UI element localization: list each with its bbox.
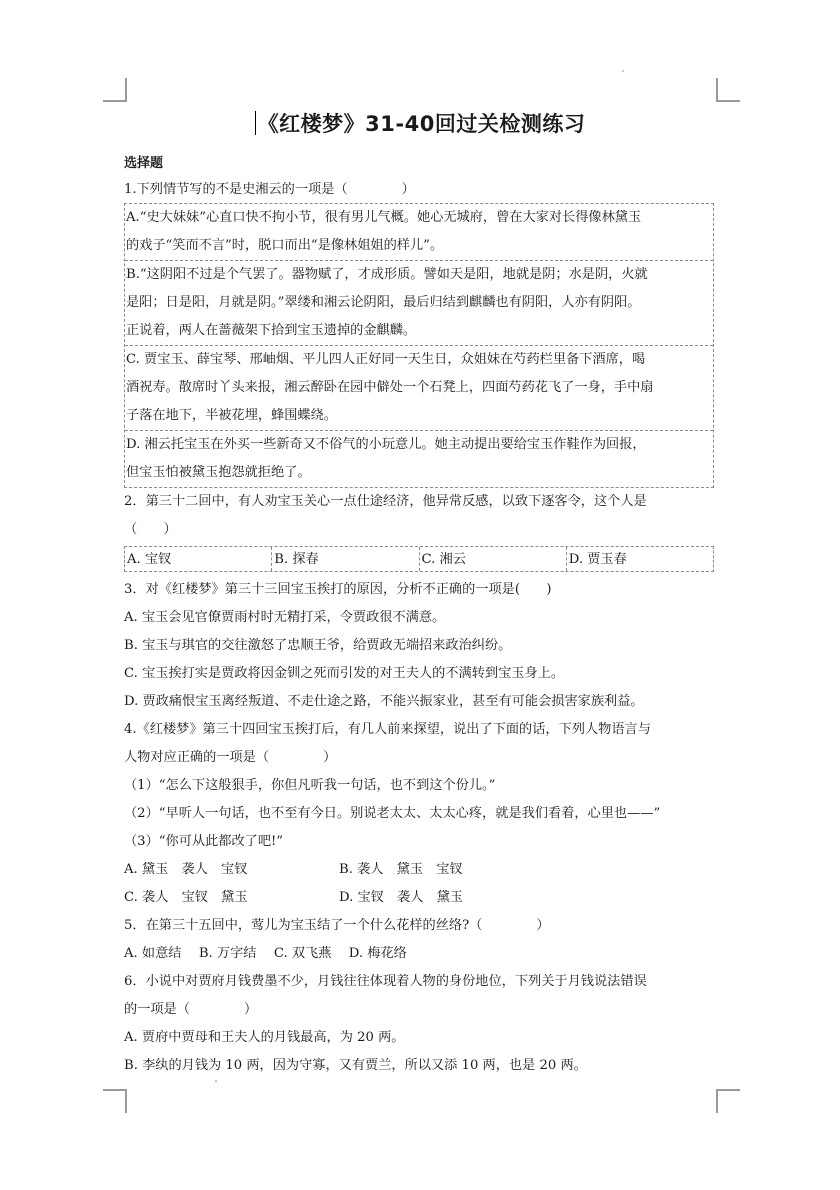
question-4-options-row-2 (124, 884, 714, 912)
question-2-option-b[interactable]: B. 探春 (272, 547, 419, 571)
question-1-option-a[interactable]: A.“史大妹妹”心直口快不拘小节，很有男儿气概。她心无城府，曾在大家对长得像林黛玉 的戏子“笑而不言”时，脱口而出“是像林姐姐的样儿”。 (125, 204, 713, 261)
question-4-quote-1: （1）“怎么下这般狠手，你但凡听我一句话，也不到这个份儿。” (124, 778, 496, 793)
question-1-stem: 1.下列情节写的不是史湘云的一项是（ ） (124, 182, 415, 197)
document-body (124, 152, 714, 1080)
question-1-options (124, 203, 714, 488)
question-4-option-a[interactable]: A. 黛玉 袭人 宝钗 (124, 862, 248, 877)
question-4-option-c[interactable]: C. 袭人 宝钗 黛玉 (124, 890, 248, 905)
question-2-options (124, 546, 714, 572)
question-1-option-d[interactable]: D. 湘云托宝玉在外买一些新奇又不俗气的小玩意儿。她主动提出要给宝玉作鞋作为回报， 但宝玉怕被黛玉抱怨就拒绝了。 (126, 437, 646, 480)
question-3-option-c[interactable]: C. 宝玉挨打实是贾政将因金钏之死而引发的对王夫人的不满转到宝玉身上。 (124, 666, 565, 681)
question-2-option-c[interactable]: C. 湘云 (420, 547, 567, 571)
question-6-option-a[interactable]: A. 贾府中贾母和王夫人的月钱最高，为 20 两。 (124, 1030, 405, 1045)
crop-mark-bottom-right (716, 1089, 740, 1113)
question-6-stem-line-2: 的一项是（ ） (124, 1002, 258, 1017)
question-2-option-a[interactable]: A. 宝钗 (125, 547, 272, 571)
question-2-stem: 2．第三十二回中，有人劝宝玉关心一点仕途经济，他异常反感，以致下逐客令，这个人是 （ ） (124, 494, 647, 537)
question-4-option-b[interactable]: B. 袭人 黛玉 宝钗 (339, 862, 463, 877)
question-4-quote-3: （3）“你可从此都改了吧!” (124, 834, 284, 849)
question-6-stem-line-1: 6．小说中对贾府月钱费墨不少，月钱往往体现着人物的身份地位，下列关于月钱说法错误 (124, 974, 647, 989)
question-4-stem-line-2: 人物对应正确的一项是（ ） (124, 750, 337, 765)
page-title (0, 108, 840, 138)
question-5-options[interactable]: A. 如意结 B. 万字结 C. 双飞燕 D. 梅花络 (124, 946, 407, 961)
question-4-option-d[interactable]: D. 宝钗 袭人 黛玉 (339, 890, 463, 905)
question-4-stem-line-1: 4.《红楼梦》第三十四回宝玉挨打后，有几人前来探望，说出了下面的话，下列人物语言与 (124, 722, 651, 737)
question-5-stem: 5．在第三十五回中，莺儿为宝玉结了一个什么花样的丝络?（ ） (124, 918, 550, 933)
question-3-option-b[interactable]: B. 宝玉与琪官的交往激怒了忠顺王爷，给贾政无端招来政治纠纷。 (124, 638, 512, 653)
question-3-option-a[interactable]: A. 宝玉会见官僚贾雨村时无精打采，令贾政很不满意。 (124, 610, 446, 625)
question-3-option-d[interactable]: D. 贾政痛恨宝玉离经叛道、不走仕途之路，不能兴振家业，甚至有可能会损害家族利益。 (124, 694, 644, 709)
section-heading: 选择题 (124, 156, 164, 171)
crop-mark-bottom-left (103, 1089, 127, 1113)
crop-mark-top-left (103, 78, 127, 102)
text-cursor (255, 111, 256, 135)
question-3-stem: 3．对《红楼梦》第三十三回宝玉挨打的原因，分析不正确的一项是( ) (124, 582, 552, 597)
speck (622, 70, 624, 72)
question-1-option-c[interactable]: C. 贾宝玉、薛宝琴、邢岫烟、平儿四人正好同一天生日，众姐妹在芍药栏里备下酒席，喝 酒祝寿。散席时丫头来报，湘云醉卧在园中僻处一个石凳上，四面芍药花飞了一身，手中扇 子落在地下，半被花埋，蜂围蝶绕。 (125, 346, 713, 431)
page-title-text: 《红楼梦》31-40回过关检测练习 (257, 112, 586, 136)
question-6-option-b[interactable]: B. 李纨的月钱为 10 两，因为守寡，又有贾兰，所以又添 10 两，也是 20 两。 (124, 1058, 587, 1073)
crop-mark-top-right (716, 78, 740, 102)
question-4-quote-2: （2）“早听人一句话，也不至有今日。别说老太太、太太心疼，就是我们看着，心里也——” (124, 806, 661, 821)
question-2-option-d[interactable]: D. 贾玉春 (568, 552, 627, 567)
speck (215, 1080, 217, 1082)
question-1-option-b[interactable]: B.“这阴阳不过是个气罢了。器物赋了，才成形质。譬如天是阳，地就是阴；水是阴，火就 是阳；日是阳，月就是阴。”翠缕和湘云论阴阳，最后归结到麒麟也有阴阳，人亦有阴阳。 正说着，两人在蔷薇架下拾到宝玉遗掉的金麒麟。 (125, 261, 713, 346)
question-4-options-row-1 (124, 856, 714, 884)
